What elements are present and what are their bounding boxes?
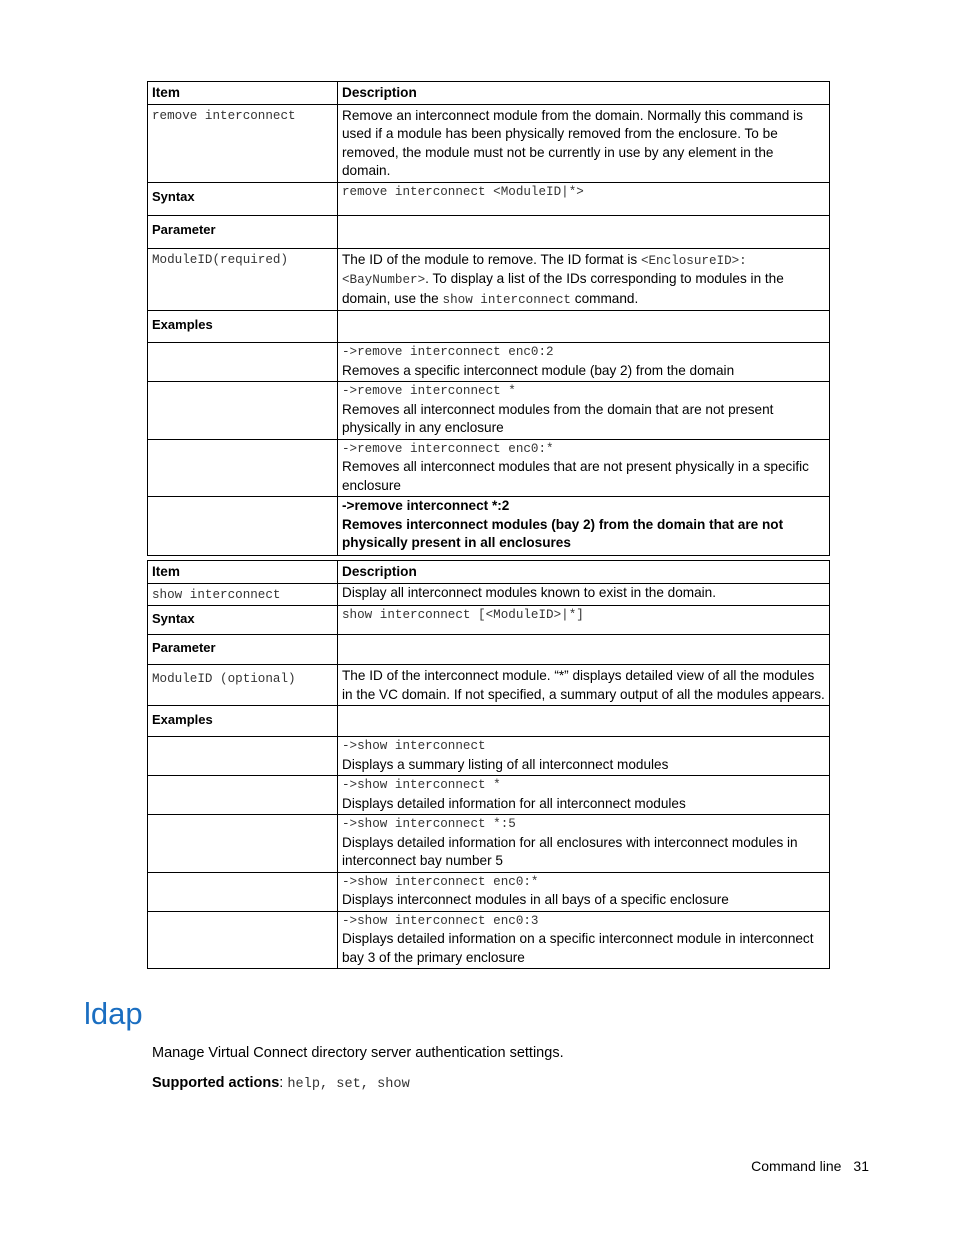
example-text: Displays detailed information on a specific interconnect module in interconnect bay 3 of the primary enclosure xyxy=(342,931,814,965)
examples-label: Examples xyxy=(148,706,338,737)
example-command: ->show interconnect *:5 xyxy=(342,817,516,831)
parameter-label: Parameter xyxy=(148,215,338,248)
example-text: Removes a specific interconnect module (bay 2) from the domain xyxy=(342,362,735,378)
param-desc-code: show interconnect xyxy=(442,292,571,307)
table-row xyxy=(148,706,830,737)
page-footer xyxy=(751,1158,869,1174)
example-command: ->show interconnect enc0:3 xyxy=(342,913,539,928)
param-desc-code: <EnclosureID>:<BayNumber> xyxy=(342,253,747,287)
example-empty xyxy=(148,382,338,440)
example-row xyxy=(148,497,830,556)
table-row xyxy=(148,104,830,182)
parameter-name: ModuleID (optional) xyxy=(148,665,338,706)
example-row xyxy=(148,439,830,497)
example-cell xyxy=(338,439,830,497)
example-cell xyxy=(338,343,830,382)
table-row xyxy=(148,248,830,311)
example-text: Displays detailed information for all enclosures with interconnect modules in interconnect bay number 5 xyxy=(342,834,798,868)
param-desc-text: The ID of the module to remove. The ID format is xyxy=(342,251,641,267)
example-empty xyxy=(148,497,338,556)
syntax-label: Syntax xyxy=(148,606,338,635)
supported-actions-separator: : xyxy=(279,1075,288,1091)
example-cell xyxy=(338,776,830,815)
example-cell xyxy=(338,737,830,776)
example-text: Removes all interconnect modules from the domain that are not present physically in any enclosure xyxy=(342,401,774,435)
example-text: Displays a summary listing of all interconnect modules xyxy=(342,756,669,772)
example-empty xyxy=(148,911,338,969)
supported-actions-list: help, set, show xyxy=(287,1077,410,1092)
command-description: Display all interconnect modules known to exist in the domain. xyxy=(338,583,830,606)
parameter-description xyxy=(338,248,830,311)
example-cell xyxy=(338,382,830,440)
example-row xyxy=(148,382,830,440)
example-row xyxy=(148,815,830,873)
example-cell xyxy=(338,911,830,969)
table-row xyxy=(148,635,830,665)
example-text: Displays interconnect modules in all bays of a specific enclosure xyxy=(342,892,729,907)
parameter-empty xyxy=(338,635,830,665)
example-empty xyxy=(148,439,338,497)
examples-empty xyxy=(338,311,830,343)
parameter-label: Parameter xyxy=(148,635,338,665)
example-cell xyxy=(338,872,830,911)
example-row xyxy=(148,872,830,911)
parameter-empty xyxy=(338,215,830,248)
header-description: Description xyxy=(338,561,830,584)
example-empty xyxy=(148,872,338,911)
examples-label: Examples xyxy=(148,311,338,343)
footer-text: Command line xyxy=(751,1158,842,1174)
syntax-value: remove interconnect <ModuleID|*> xyxy=(338,182,830,215)
command-description: Remove an interconnect module from the domain. Normally this command is used if a module has been physically removed from the enclosure. To be removed, the module must not be currently in use by any element in the domain. xyxy=(338,104,830,182)
supported-actions xyxy=(152,1075,410,1092)
table-header-row xyxy=(148,561,830,584)
example-text: Removes all interconnect modules that are not present physically in a specific enclosure xyxy=(342,459,809,493)
table-row xyxy=(148,606,830,635)
header-item: Item xyxy=(148,561,338,584)
section-description: Manage Virtual Connect directory server authentication settings. xyxy=(152,1045,564,1061)
show-interconnect-table xyxy=(147,560,830,969)
parameter-description: The ID of the interconnect module. “*” displays detailed view of all the modules in the VC domain. If not specified, a summary output of all the modules appears. xyxy=(338,665,830,706)
example-row xyxy=(148,343,830,382)
syntax-label: Syntax xyxy=(148,182,338,215)
example-command: ->show interconnect enc0:* xyxy=(342,874,539,889)
remove-interconnect-table xyxy=(147,81,830,556)
example-text: Displays detailed information for all interconnect modules xyxy=(342,795,686,811)
table-row xyxy=(148,215,830,248)
example-command: ->show interconnect * xyxy=(342,778,501,792)
example-empty xyxy=(148,737,338,776)
table-row xyxy=(148,311,830,343)
table-row xyxy=(148,182,830,215)
section-title: ldap xyxy=(84,996,143,1031)
header-description: Description xyxy=(338,82,830,105)
example-command: ->show interconnect xyxy=(342,739,486,753)
example-command: ->remove interconnect enc0:* xyxy=(342,441,554,456)
examples-empty xyxy=(338,706,830,737)
example-empty xyxy=(148,343,338,382)
example-command: ->remove interconnect * xyxy=(342,384,516,398)
table-header-row xyxy=(148,82,830,105)
command-name: show interconnect xyxy=(148,583,338,606)
table-row xyxy=(148,583,830,606)
header-item: Item xyxy=(148,82,338,105)
command-name: remove interconnect xyxy=(148,104,338,182)
table-row xyxy=(148,665,830,706)
example-row xyxy=(148,737,830,776)
example-cell xyxy=(338,815,830,873)
parameter-name: ModuleID(required) xyxy=(148,248,338,311)
example-text: Removes interconnect modules (bay 2) from the domain that are not physically present in all enclosures xyxy=(342,516,784,550)
supported-actions-label: Supported actions xyxy=(152,1075,280,1091)
param-desc-text: command. xyxy=(571,290,639,306)
example-command: ->remove interconnect enc0:2 xyxy=(342,345,554,359)
page-number: 31 xyxy=(853,1158,869,1174)
example-row xyxy=(148,776,830,815)
example-empty xyxy=(148,815,338,873)
example-empty xyxy=(148,776,338,815)
example-row xyxy=(148,911,830,969)
syntax-value: show interconnect [<ModuleID>|*] xyxy=(338,606,830,635)
param-desc-text: . To display a list of the IDs corresponding to modules in the domain, use the xyxy=(342,271,784,306)
example-cell xyxy=(338,497,830,556)
example-command: ->remove interconnect *:2 xyxy=(342,498,510,513)
